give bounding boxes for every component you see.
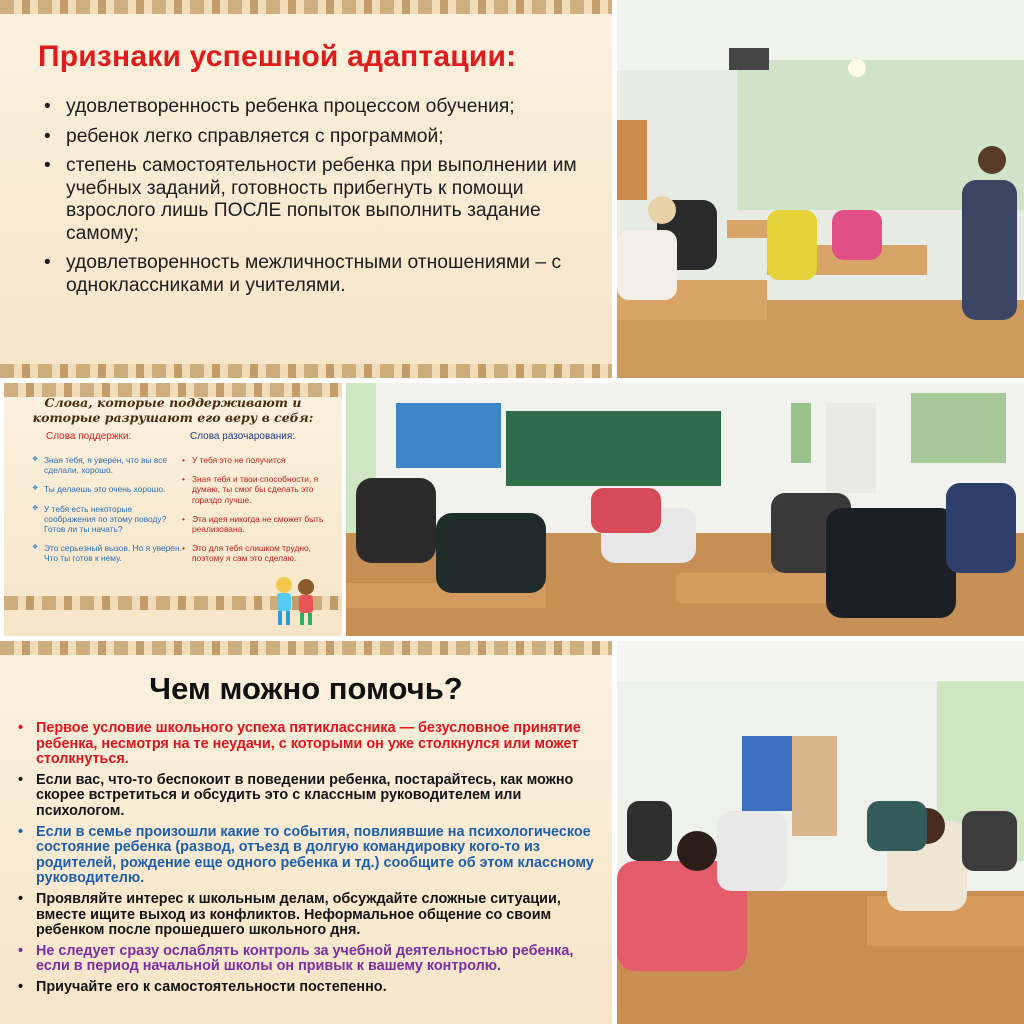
ornament-border-bottom xyxy=(0,364,612,378)
list-item: • Проявляйте интерес к школьным делам, обсуждайте сложные ситуации, вместе ищите выход из конфликтов. Неформальное общение со своим ребенком после прошедшего школьного дня. xyxy=(14,892,599,939)
classroom-photo-1 xyxy=(617,0,1024,378)
list-item: ❖ У тебя есть некоторые соображения по этому поводу? Готов ли ты начать? xyxy=(32,504,182,535)
help-advice-list xyxy=(14,721,599,1001)
children-cartoon-icon xyxy=(266,571,326,631)
list-item: • Если вас, что-то беспокоит в поведении ребенка, постарайтесь, как можно скорее встретиться и обсудить это с классным руководителем или психологом. xyxy=(14,773,599,820)
discouragement-words-header: Слова разочарования: xyxy=(190,431,296,442)
list-item: • Зная тебя и твои способности, я думаю, ты смог бы сделать это гораздо лучше. xyxy=(180,474,328,505)
list-item: • Первое условие школьного успеха пятиклассника — безусловное принятие ребенка, несмотря на те неудачи, с которыми он уже столкнулся или может столкнуться. xyxy=(14,721,599,768)
list-item: • Эта идея никогда не сможет быть реализована. xyxy=(180,514,328,534)
list-item: • Это для тебя слишком трудно, поэтому я сам это сделаю. xyxy=(180,543,328,563)
slide-title: Признаки успешной адаптации: xyxy=(38,40,517,73)
list-item: ❖ Зная тебя, я уверен, что вы все сделали, хорошо. xyxy=(32,455,182,475)
classroom-photo-3 xyxy=(617,641,1024,1024)
slide-title: Чем можно помочь? xyxy=(149,671,463,706)
list-item: • У тебя это не получится xyxy=(180,455,328,465)
list-item: • степень самостоятельности ребенка при выполнении им учебных заданий, готовность прибегнуть к помощи взрослого лишь ПОСЛЕ попыток выполнить задание самому; xyxy=(42,155,587,245)
list-item: • Не следует сразу ослаблять контроль за учебной деятельностью ребенка, если в период начальной школы он привык к вашему контролю. xyxy=(14,944,599,975)
discouragement-words-list xyxy=(180,455,328,573)
list-item: ❖ Это серьезный вызов. Но я уверен. Что ты готов к нему. xyxy=(32,543,182,563)
slide-how-to-help xyxy=(0,641,612,1024)
support-words-list xyxy=(32,455,182,573)
ornament-border-top xyxy=(0,0,612,14)
slide-title: Слова, которые поддерживают и которые разрушают его веру в себя: xyxy=(32,395,314,425)
adaptation-signs-list xyxy=(42,96,587,304)
list-item: • ребенок легко справляется с программой; xyxy=(42,126,587,149)
list-item: • удовлетворенность межличностными отношениями – с одноклассниками и учителями. xyxy=(42,252,587,297)
support-words-header: Слова поддержки: xyxy=(46,431,132,442)
slide-adaptation-signs xyxy=(0,0,612,378)
list-item: • Если в семье произошли какие то события, повлиявшие на психологическое состояние ребенка (развод, отъезд в долгую командировку кого-то из родителей, рождение еще одного ребенка и тд.) сообщите об этом классному руководителю. xyxy=(14,825,599,887)
slide-support-words xyxy=(4,383,342,636)
list-item: ❖ Ты делаешь это очень хорошо. xyxy=(32,484,182,494)
classroom-photo-2 xyxy=(346,383,1024,636)
list-item: • удовлетворенность ребенка процессом обучения; xyxy=(42,96,587,119)
list-item: • Приучайте его к самостоятельности постепенно. xyxy=(14,980,599,996)
ornament-border-top xyxy=(0,641,612,655)
